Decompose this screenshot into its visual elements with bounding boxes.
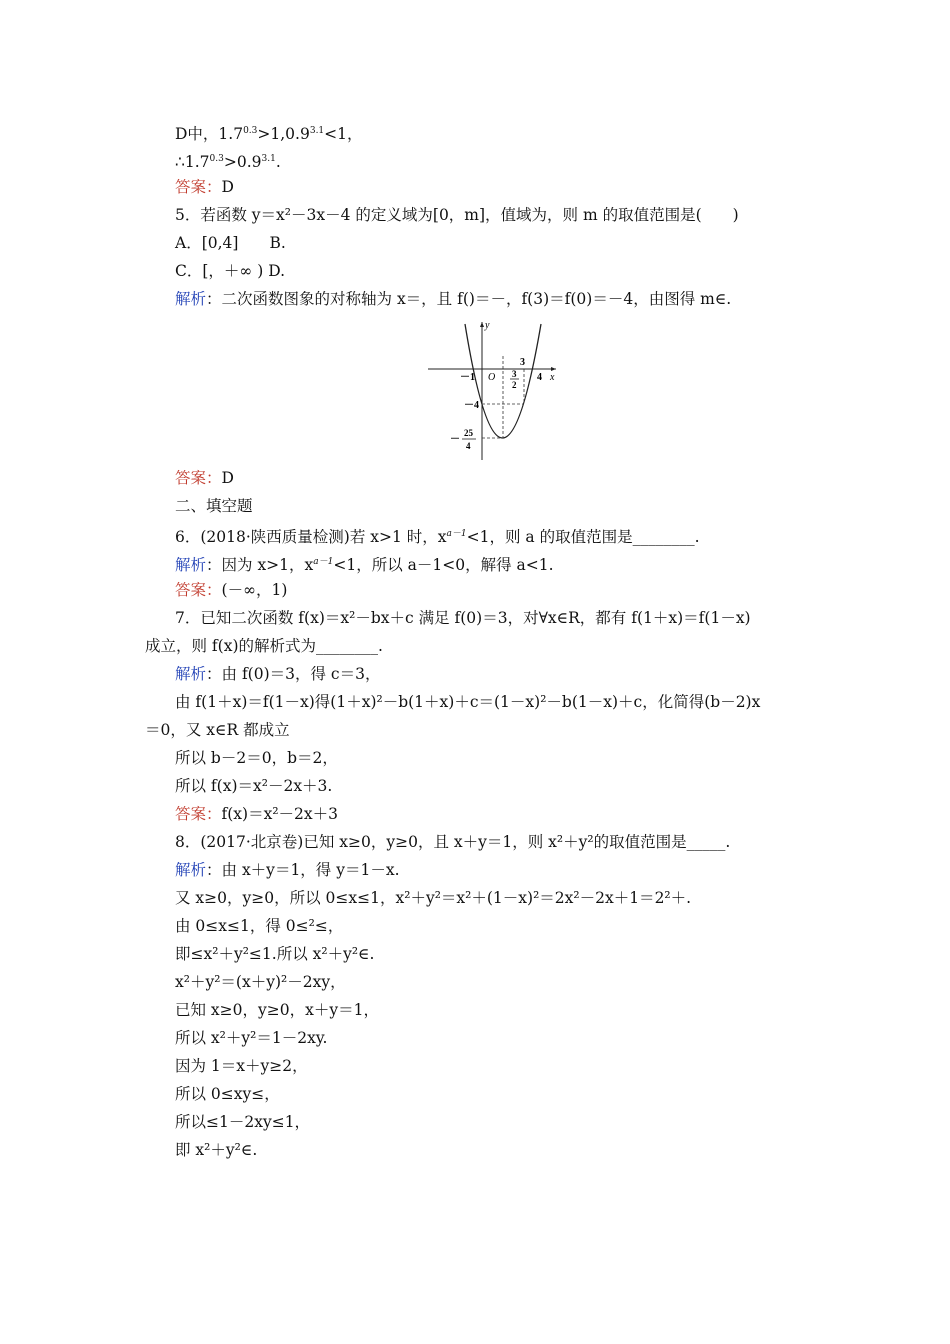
sup: a－1	[446, 529, 467, 539]
solution-label: 解析	[175, 861, 207, 879]
origin-label: O	[488, 372, 496, 383]
solution-8-step2: 又 x≥0，y≥0，所以 0≤x≤1，x²＋y²＝x²＋(1－x)²＝2x²－2x＋1＝2²＋.	[175, 889, 692, 907]
solution-8-step7: 所以 x²＋y²＝1－2xy.	[175, 1029, 328, 1047]
answer-value: (－∞，1)	[221, 581, 288, 599]
solution-text: ：由 x＋y＝1，得 y＝1－x.	[206, 861, 400, 879]
solution-8-step8: 因为 1＝x＋y≥2，	[175, 1057, 308, 1075]
tick-3-2-den: 2	[512, 380, 517, 390]
solution-7-step4: 所以 b－2＝0，b＝2，	[175, 749, 338, 767]
solution-8-step3: 由 0≤x≤1，得 0≤²≤，	[175, 917, 344, 935]
question-8: 8．(2017·北京卷)已知 x≥0，y≥0，且 x＋y＝1，则 x²＋y²的取值范围是_____.	[175, 833, 731, 851]
answer-label: 答案：	[175, 581, 222, 599]
solution-text: ：二次函数图象的对称轴为 x＝，且 f()＝－，f(3)＝f(0)＝－4，由图得 m∈.	[206, 290, 732, 308]
solution-label: 解析	[175, 665, 207, 683]
answer-5	[175, 468, 234, 488]
text: >0.9	[223, 153, 262, 172]
tick-neg25-4-den: 4	[466, 441, 471, 451]
answer-6	[175, 580, 287, 600]
sup: 0.3	[209, 154, 224, 164]
line-d	[175, 121, 363, 144]
question-7-line1: 7．已知二次函数 f(x)＝x²－bx＋c 满足 f(0)＝3，对∀x∈R，都有 f(1＋x)＝f(1－x)	[175, 609, 751, 627]
solution-7-step5: 所以 f(x)＝x²－2x＋3.	[175, 777, 333, 795]
text: >1,0.9	[257, 125, 310, 144]
solution-label: 解析	[175, 556, 207, 575]
text: 6．(2018·陕西质量检测)若 x>1 时，x	[175, 528, 447, 547]
text: <1，	[324, 125, 363, 144]
answer-4	[175, 177, 234, 197]
parabola-figure	[420, 316, 560, 462]
tick-neg4: －4	[464, 400, 479, 411]
tick-neg25-4-num: 25	[464, 428, 473, 438]
text: ：因为 x>1，x	[206, 556, 314, 575]
text: <1，则 a 的取值范围是________.	[466, 528, 700, 547]
tick-4: 4	[537, 372, 542, 383]
text: D中，1.7	[175, 125, 244, 144]
answer-label: 答案：	[175, 469, 222, 487]
question-6	[175, 524, 700, 547]
question-5-options-ab: A．[0,4] B.	[175, 234, 286, 252]
tick-3: 3	[520, 357, 525, 368]
solution-8-step11: 即 x²＋y²∈.	[175, 1141, 258, 1159]
answer-7	[175, 804, 338, 824]
answer-value: f(x)＝x²－2x＋3	[221, 805, 339, 823]
section-heading: 二、填空题	[175, 497, 253, 515]
solution-7-step2: 由 f(1＋x)＝f(1－x)得(1＋x)²－b(1＋x)＋c＝(1－x)²－b(1－x)＋c，化简得(b－2)x	[175, 693, 761, 711]
solution-label: 解析	[175, 290, 207, 308]
solution-5	[175, 289, 731, 309]
solution-8-step5: x²＋y²＝(x＋y)²－2xy，	[175, 973, 346, 991]
tick-3-2-num: 3	[512, 369, 517, 379]
question-5-options-cd: C．[，＋∞ ) D.	[175, 262, 286, 280]
sup: 3.1	[309, 126, 325, 136]
text: .	[275, 153, 281, 172]
solution-8-step4: 即≤x²＋y²≤1.所以 x²＋y²∈.	[175, 945, 375, 963]
y-axis-arrow	[480, 322, 484, 327]
answer-value: D	[221, 178, 234, 196]
solution-8-step10: 所以≤1－2xy≤1，	[175, 1113, 311, 1131]
solution-6	[175, 552, 554, 575]
x-axis-arrow	[551, 367, 556, 371]
solution-8-step9: 所以 0≤xy≤，	[175, 1085, 280, 1103]
answer-label: 答案：	[175, 805, 222, 823]
sup: a－1	[313, 557, 334, 567]
solution-7	[175, 664, 380, 684]
text: <1，所以 a－1<0，解得 a<1.	[333, 556, 554, 575]
solution-8-step6: 已知 x≥0，y≥0，x＋y＝1，	[175, 1001, 379, 1019]
solution-text: ：由 f(0)＝3，得 c＝3，	[206, 665, 381, 683]
text: ∴1.7	[175, 153, 210, 172]
sup: 0.3	[243, 126, 258, 136]
answer-value: D	[221, 469, 234, 487]
parabola-graph	[420, 316, 560, 462]
x-label: x	[550, 372, 555, 383]
tick-neg25-4-sign: －	[450, 434, 460, 445]
solution-8	[175, 860, 400, 880]
question-5: 5．若函数 y＝x²－3x－4 的定义域为[0，m]，值域为，则 m 的取值范围是( )	[175, 206, 739, 224]
line-therefore	[175, 149, 281, 172]
question-7-line2: 成立，则 f(x)的解析式为________.	[145, 637, 383, 655]
answer-label: 答案：	[175, 178, 222, 196]
tick-neg1: －1	[460, 372, 475, 383]
solution-7-step3: ＝0，又 x∈R 都成立	[145, 721, 290, 739]
sup: 3.1	[261, 154, 276, 164]
y-label: y	[485, 320, 490, 331]
